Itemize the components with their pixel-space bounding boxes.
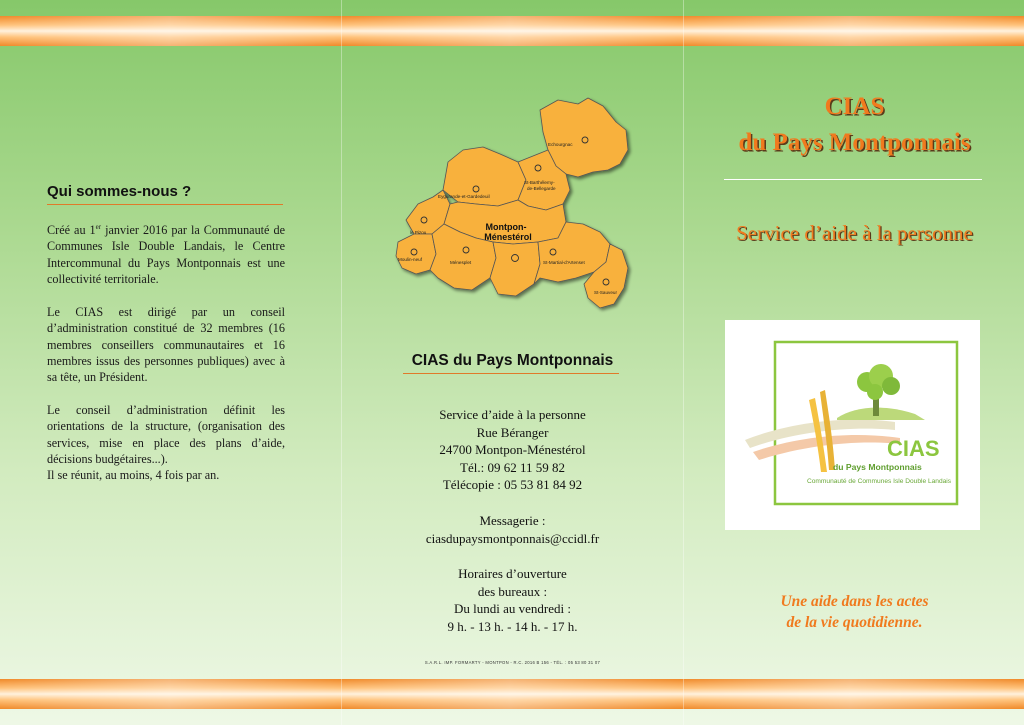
map-region-center <box>490 242 540 296</box>
bottom-decorative-band <box>0 679 1024 709</box>
cover-subtitle: Service d’aide à la personne <box>736 221 973 245</box>
fax: Télécopie : 05 53 81 84 92 <box>442 477 583 493</box>
who-are-we-heading: Qui sommes-nous ? <box>47 183 192 200</box>
hours-line: 9 h. - 13 h. - 14 h. - 17 h. <box>447 618 578 634</box>
tagline-line2: de la vie quotidienne. <box>786 614 923 631</box>
email-address[interactable]: ciasdupaysmontponnais@ccidl.fr <box>425 530 600 546</box>
address-line: Service d’aide à la personne <box>439 407 586 422</box>
paragraph-board: Le CIAS est dirigé par un conseil d’administration constitué de 32 membres (16 membres conseillers communautaires et 16 membres issus des personnes publiques) avec à sa tête, un Président. <box>47 304 285 385</box>
territory-map <box>388 92 634 314</box>
map-label-st-barthelemy-1: St-Barthélemy- <box>524 180 555 185</box>
phone: Tél.: 09 62 11 59 82 <box>460 459 565 475</box>
email-block <box>345 512 680 547</box>
printer-credit: S.A.R.L. IMP. FORMARTY - MONTPON - R.C. 2016 B 156 - TÉL. : 05 53 80 31 07 <box>424 660 601 665</box>
paragraph-meetings: Il se réunit, au moins, 4 fois par an. <box>47 468 220 483</box>
map-label-st-sauveur: St-Sauveur <box>594 290 617 295</box>
map-label-menesplet: Ménesplet <box>450 260 472 265</box>
cover-title-line1: CIAS <box>824 93 885 120</box>
address-block <box>345 406 680 494</box>
opening-hours-block <box>345 565 680 635</box>
address-line: 24700 Montpon-Ménestérol <box>439 442 586 458</box>
map-label-echourgnac: Echourgnac <box>548 142 573 147</box>
organization-name: CIAS du Pays Montponnais <box>411 352 614 369</box>
address-line: Rue Béranger <box>476 424 549 440</box>
map-label-montpon-2: Ménestérol <box>484 232 532 242</box>
map-label-montpon-1: Montpon- <box>485 222 527 232</box>
paragraph-creation: Créé au 1er janvier 2016 par la Communauté de Communes Isle Double Landais, le Centre Intercommunal du Pays Montponnais est une collectivité territoriale. <box>47 223 285 287</box>
tagline-line1: Une aide dans les actes <box>780 593 929 610</box>
who-are-we-text <box>47 219 285 484</box>
panel-fold-right <box>683 0 684 725</box>
cover-divider <box>724 179 982 180</box>
map-label-eygurande: Eygurande-et-Gardedeuil <box>438 194 490 199</box>
map-label-le-pizou: le Pizou <box>410 230 427 235</box>
map-label-st-barthelemy-2: de-Bellegarde <box>527 186 556 191</box>
cias-logo <box>725 320 980 530</box>
hours-line: Du lundi au vendredi : <box>454 601 571 617</box>
panel-fold-left <box>341 0 342 725</box>
logo-line2: Communauté de Communes Isle Double Landais <box>807 478 952 485</box>
paragraph-orientations: Le conseil d’administration définit les orientations de la structure, (organisation des services, mise en place des plans d’aide, décisions budgétaires...). <box>47 402 285 466</box>
map-label-moulin-neuf: Moulin-neuf <box>398 257 423 262</box>
cover-title-line2: du Pays Montponnais <box>738 129 971 156</box>
email-label: Messagerie : <box>479 513 546 528</box>
title-underline <box>403 373 619 374</box>
top-decorative-band <box>0 16 1024 46</box>
logo-wordmark: CIAS <box>887 436 940 461</box>
heading-underline <box>47 204 283 205</box>
hours-line: des bureaux : <box>477 583 548 599</box>
logo-line1: du Pays Montponnais <box>833 462 922 472</box>
logo-hill-icon <box>837 408 925 420</box>
hours-line: Horaires d’ouverture <box>458 566 567 581</box>
map-label-st-martial: St-Martial-d'Artenset <box>543 260 585 265</box>
